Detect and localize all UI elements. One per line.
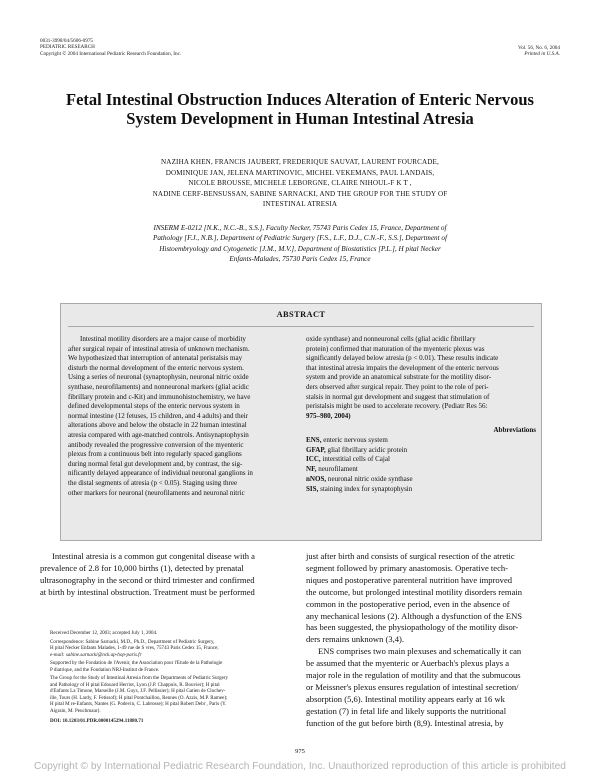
author-line: NICOLE BROUSSE, MICHELE LEBORGNE, CLAIRE NIHOUL-F K T , [188,179,412,188]
body-line: just after birth and consists of surgical resection of the atretic [306,551,515,561]
body-line: ENS comprises two main plexuses and schematically it can [318,646,522,657]
body-line: common in the postoperative period, even in the absence of [306,598,510,609]
body-line: major role in the regulation of motility and that the submucous [306,670,521,681]
body-line: at birth by intestinal obstruction. Treatment must be performed [40,586,255,597]
body-line: any mechanical lesions (2). Although a dysfunction of the ENS [306,610,523,621]
abstract-heading: ABSTRACT [276,310,326,319]
abbreviations-list [306,436,536,494]
body-line: segment followed by primary anastomosis. Operative tech- [306,562,508,573]
volume-info: Vol. 56, No. 6, 2004 [518,44,560,51]
body-line: the outcome, but prolonged intestinal motility disorders remain [306,586,523,597]
body-line: gestation (7) in fetal life and likely supports the nutritional [306,705,507,716]
issn: 0031-3998/04/5606-0975 [40,38,94,44]
journal-name: PEDIATRIC RESEARCH [40,44,95,51]
body-line: has been suggested, the physiopathology of the motility disor- [306,622,519,633]
body-line: absorption (5,6). Intestinal motility appears early at 16 wk [306,693,505,704]
abbreviation-term: nNOS, [306,474,327,483]
copyright-line: Copyright © 2004 International Pediatric Research Foundation, Inc. [40,50,182,57]
abbreviation-term: ICC, [306,455,321,464]
body-line: be assumed that the myenteric or Auerbach's plexus plays a [306,658,510,669]
abbreviation-term: SIS, [306,484,319,493]
abbreviation-item [306,475,536,485]
abbreviation-desc: enteric nervous system [321,436,388,444]
abstract-line: alterations above and below the obstacle in 22 human intestinal [68,421,247,430]
body-line: or Meissner's plexus ensures regulation of intestinal secretion/ [306,681,519,692]
abbreviation-item [306,465,536,475]
footnote-line: The Group for the Study of Intestinal Atresia from the Departments of Pediatric Surgery [50,675,229,682]
abstract-line: system and provide an anatomical substrate for the motility disor- [306,373,492,382]
abbreviation-term: ENS, [306,436,322,444]
affiliation-line: INSERM E-0212 [N.K., N.C.-B., S.S.], Faculty Necker, 75743 Paris Cedex 15, France, Department of [153,224,447,232]
abbreviation-item [306,455,536,465]
abbreviations-heading: Abbreviations [493,426,536,434]
abbreviation-item [306,446,536,456]
journal-header-left [40,38,300,57]
abbreviation-desc: neuronal nitric oxide synthase [326,474,413,483]
abstract-line: stalsis in normal gut development and suggest that stimulation of [306,392,490,401]
abstract-line: plexus from a continuous belt into regularly spaced ganglions [68,450,242,459]
body-column-left [40,551,294,599]
abstract-line: protein) confirmed that maturation of the myenteric plexus was [306,344,485,353]
footnote-line: Aigrain, M. Peuchmaur). [50,708,101,715]
footnote-line: P diatrique, and the Fondation NRJ-Institut de France. [50,666,160,673]
journal-header-right [380,45,560,58]
copyright-watermark: Copyright © by International Pediatric Research Foundation, Inc. Unauthorized reproduction of this article is prohibited [34,761,566,772]
citation-line: 975–980, 2004) [306,411,351,420]
abbreviation-desc: staining index for synaptophysin [318,484,413,493]
author-line: NADINE CERF-BENSUSSAN, SABINE SARNACKI, AND THE GROUP FOR THE STUDY OF [152,189,448,198]
body-column-right [306,551,561,730]
abstract-line: disturb the normal development of the enteric nervous system. [68,363,244,372]
abstract-column-right [306,335,536,421]
footnote-line: H pital Necker Enfants Malades, 1-49 rue de S vres, 75743 Paris Cedex 15, France; [50,645,219,652]
abstract-line: the distal segments of atresia (p < 0.05). Staging using three [68,478,238,487]
abstract-line: synthase, neurofilaments) and nonneuronal markers (glial acidic [68,382,250,391]
footnote-line: e-mail: sabine.sarnacki@nck.ap-hop-paris.fr [50,651,142,658]
author-line: INTESTINAL ATRESIA [262,200,338,209]
printed-in: Printed in U.S.A. [524,50,560,57]
affiliations [80,223,520,265]
abstract-line: ders observed after surgical repair. They point to the role of peri- [306,382,489,391]
abstract-line: after surgical repair of intestinal atresia of unknown mechanism. [68,344,250,353]
abstract-divider [68,326,534,327]
abstract-line: during normal fetal gut development and, by contrast, the sig- [68,459,243,468]
footnote-line: H pital M re-Enfants, Nantes (G. Podevin, C. Labrosse); H pital Robert Debr , Paris (Y. [50,701,227,708]
abbreviation-desc: interstitial cells of Cajal [320,455,390,464]
footnote-line: Supported by the Fondation de l'Avenir, the Association pour l'Etude de la Pathologie [50,660,223,667]
abbreviation-term: NF, [306,465,317,474]
article-title: Fetal Intestinal Obstruction Induces Alteration of Enteric Nervous System Development in Human Intestinal Atresia [66,90,534,128]
footnotes [50,630,294,724]
author-line: DOMINIQUE JAN, JELENA MARTINOVIC, MICHEL VEKEMANS, PAUL LANDAIS, [165,168,435,177]
abstract-line: We hypothesized that interruption of antenatal peristalsis may [68,354,243,363]
abstract-line: normal intestine (12 fetuses, 15 children, and 4 adults) and their [68,411,249,420]
body-line: function of the gut before birth (8,9). Intestinal atresia, by [306,717,504,728]
abstract-line: oxide synthase) and nonneuronal cells (glial acidic fibrillary [306,335,476,343]
abbreviation-item [306,485,536,495]
page-number: 975 [295,748,305,755]
abbreviation-desc: glial fibrillary acidic protein [325,445,408,454]
abstract-line: antibody revealed the progressive conversion of the myenteric [68,440,244,449]
abbreviation-item [306,436,536,446]
abstract-line: significantly delayed below atresia (p < 0.01). These results indicate [306,354,499,363]
affiliation-line: Histoembryology and Cytogenetic [J.M., M.V.], Department of Biostatistics [P.L.], H pital Necker [159,244,441,253]
affiliation-line: Pathology [F.J., N.B.], Department of Pediatric Surgery [F.S., L.F., D.J., C.N.-F., S.S.], Department of [152,234,448,243]
body-line: niques and postoperative parenteral nutrition have improved [306,574,513,585]
abstract-line: other markers for neuronal (neurofilaments and neuronal nitric [68,488,245,497]
abstract-line: atresia compared with age-matched controls. Antisynaptophysin [68,430,249,439]
abstract-line: peristalsis might be used to accelerate recovery. (Pediatr Res 56: [306,402,488,411]
author-line: NAZIHA KHEN, FRANCIS JAUBERT, FREDERIQUE SAUVAT, LAURENT FOURCADE, [161,158,439,166]
footnote-line: and Pathology of H pital Edouard Herriot, Lyon (J.P. Chappuis, R. Bouvier); H pital [50,681,220,688]
abstract-line: nificantly delayed appearance of individual neuronal ganglions in [68,469,253,478]
abstract-line: Intestinal motility disorders are a major cause of morbidity [80,335,246,343]
affiliation-line: Enfants-Malades, 75730 Paris Cedex 15, France [229,255,371,264]
abstract-line: defined developmental steps of the enteric nervous system in [68,402,240,411]
abbreviation-desc: neurofilament [316,465,358,474]
body-line: Intestinal atresia is a common gut congenital disease with a [52,551,255,561]
doi-line: DOI: 10.1203/01.PDR.0000145294.11880.71 [50,717,144,724]
footnote-line: ille, Tours (H. Lardy, F. Fetissof); H pital Pontchaillou, Rennes (O. Azzis, M.P. Ramee); [50,694,228,701]
footnote-line: d'Enfants La Timone, Marseille (J.M. Guys, J.F. Pellissier); H pital Gatien de Clochev- [50,688,226,695]
abbreviation-term: GFAP, [306,445,326,454]
abstract-line: fibrillary protein and c-Kit) and immunohistochemistry, we have [68,392,251,401]
abstract-column-left [68,335,297,498]
body-line: prevalence of 2.8 for 10,000 births (1), detected by prenatal [40,562,244,573]
body-line: ultrasonography in the second or third trimester and confirmed [40,574,255,585]
abstract-line: that intestinal atresia impairs the development of the enteric nervous [306,363,499,372]
footnote-line: Received December 12, 2003; accepted July 1, 2004. [50,630,158,636]
footnote-line: Correspondence: Sabine Sarnacki, M.D., Ph.D., Department of Pediatric Surgery, [50,638,215,645]
body-line: ders remains unknown (3,4). [306,634,405,645]
abstract-line: Using a series of neuronal (synaptophysin, neuronal nitric oxide [68,373,249,382]
author-list [60,157,540,210]
